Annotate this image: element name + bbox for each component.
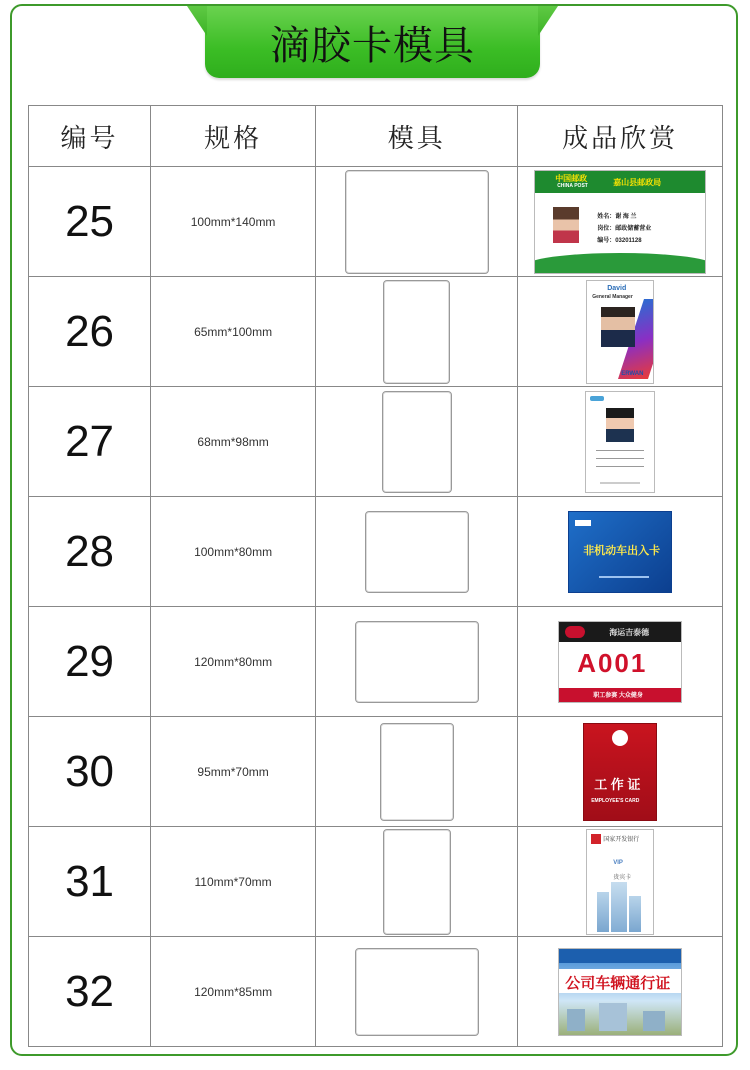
card-sub: EMPLOYEE'S CARD	[591, 797, 640, 804]
mold-cell	[316, 717, 518, 827]
mold-cell	[316, 497, 518, 607]
table-row	[29, 717, 723, 827]
card-preview-image	[586, 829, 654, 935]
card-title: 公司车辆通行证	[565, 974, 671, 992]
card-title: 工 作 证	[594, 776, 641, 792]
row-number: 31	[29, 827, 151, 937]
mold-cell	[316, 827, 518, 937]
preview-cell	[518, 497, 723, 607]
table-header-row	[29, 106, 723, 167]
mold-outline	[365, 511, 469, 593]
table-row	[29, 937, 723, 1047]
preview-cell	[518, 937, 723, 1047]
mold-cell	[316, 937, 518, 1047]
card-vip: VIP	[613, 859, 623, 866]
card-photo	[553, 207, 579, 243]
card-foot: 职工参赛 大众健身	[593, 692, 643, 699]
row-spec: 120mm*80mm	[151, 607, 316, 717]
row-number: 25	[29, 167, 151, 277]
table-row	[29, 167, 723, 277]
card-preview-image	[583, 723, 657, 821]
card-tag: 贵宾卡	[613, 874, 632, 881]
mold-cell	[316, 607, 518, 717]
card-post: 岗位：邮政储蓄营业	[597, 225, 652, 232]
row-spec: 68mm*98mm	[151, 387, 316, 497]
mold-outline	[380, 723, 454, 821]
card-preview-image	[558, 948, 682, 1036]
mold-outline	[355, 621, 479, 703]
card-photo	[606, 408, 634, 442]
table-row	[29, 607, 723, 717]
card-org: 中国邮政	[555, 173, 588, 183]
card-brand: ERWAN	[621, 370, 644, 377]
row-number: 29	[29, 607, 151, 717]
mold-cell	[316, 167, 518, 277]
mold-outline	[382, 391, 452, 493]
card-preview-image	[568, 511, 672, 593]
card-dept: 嘉山县邮政局	[613, 177, 662, 187]
card-id: 编号：03201128	[597, 237, 642, 244]
row-number: 30	[29, 717, 151, 827]
card-preview-image	[585, 391, 655, 493]
row-number: 27	[29, 387, 151, 497]
preview-cell	[518, 717, 723, 827]
row-spec: 95mm*70mm	[151, 717, 316, 827]
header-preview: 成品欣赏	[518, 106, 723, 167]
mold-cell	[316, 387, 518, 497]
card-name: 姓名：谢 海 兰	[597, 213, 637, 220]
row-spec: 120mm*85mm	[151, 937, 316, 1047]
card-name: David	[607, 284, 627, 292]
card-org-en: CHINA POST	[557, 182, 588, 189]
mold-outline	[383, 280, 450, 384]
row-number: 28	[29, 497, 151, 607]
row-spec: 100mm*80mm	[151, 497, 316, 607]
title-banner	[205, 6, 540, 78]
preview-cell	[518, 387, 723, 497]
header-spec: 规格	[151, 106, 316, 167]
card-role: General Manager	[592, 293, 633, 300]
preview-cell	[518, 607, 723, 717]
table-row	[29, 387, 723, 497]
row-number: 26	[29, 277, 151, 387]
header-mold: 模具	[316, 106, 518, 167]
row-spec: 65mm*100mm	[151, 277, 316, 387]
row-number: 32	[29, 937, 151, 1047]
card-brand: 海运吉泰德	[609, 627, 650, 637]
preview-cell	[518, 827, 723, 937]
card-preview-image	[534, 170, 706, 274]
card-photo	[601, 307, 635, 347]
table-row	[29, 827, 723, 937]
mold-table	[28, 105, 723, 1047]
card-bank: 国家开发银行	[603, 836, 640, 843]
preview-cell	[518, 167, 723, 277]
row-spec: 100mm*140mm	[151, 167, 316, 277]
card-title: 非机动车出入卡	[583, 544, 661, 557]
mold-outline	[383, 829, 451, 935]
mold-cell	[316, 277, 518, 387]
row-spec: 110mm*70mm	[151, 827, 316, 937]
page-title: 滴胶卡模具	[270, 23, 475, 69]
mold-outline	[345, 170, 489, 274]
card-preview-image	[586, 280, 654, 384]
card-code: A001	[577, 647, 648, 678]
preview-cell	[518, 277, 723, 387]
mold-outline	[355, 948, 479, 1036]
header-number: 编号	[29, 106, 151, 167]
card-preview-image	[558, 621, 682, 703]
table-row	[29, 277, 723, 387]
table-row	[29, 497, 723, 607]
